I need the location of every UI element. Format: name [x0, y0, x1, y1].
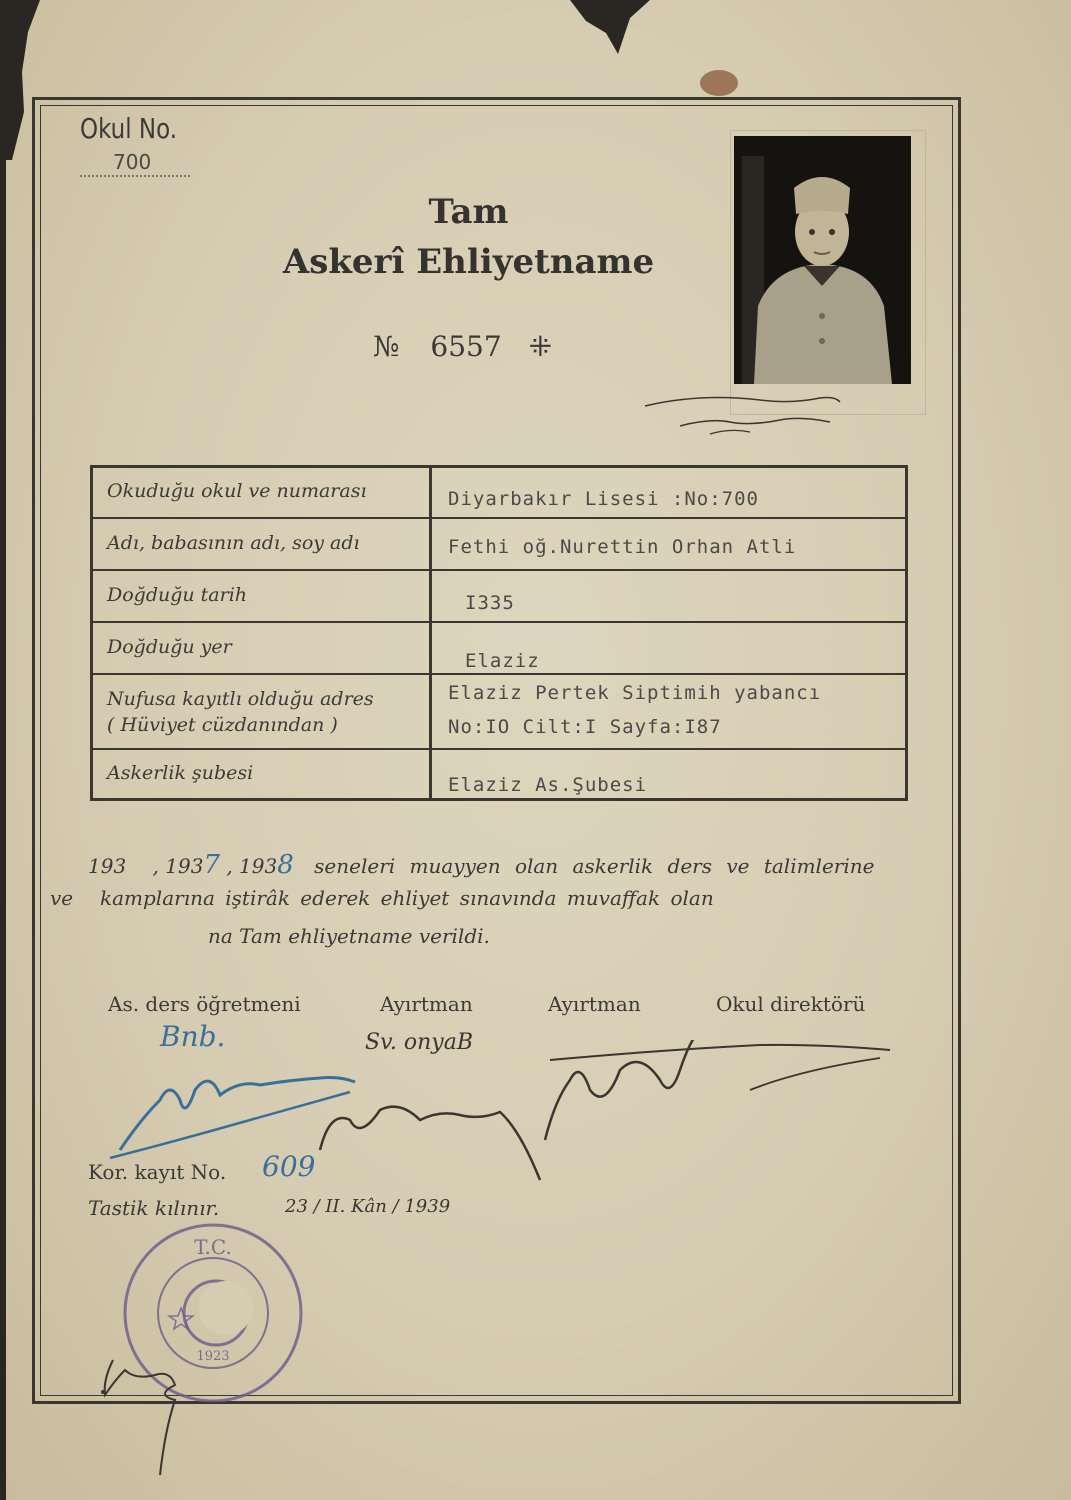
record-number-handwritten: 609 — [262, 1150, 316, 1183]
stamp-year: 1923 — [196, 1349, 230, 1364]
label-name: Adı, babasının adı, soy adı — [107, 532, 360, 554]
teacher-rank-handwritten: Bnb. — [160, 1020, 226, 1053]
portrait-image — [734, 136, 911, 384]
school-number-value: 700 — [113, 150, 152, 174]
portrait-photo — [734, 136, 911, 384]
school-number-label: Okul No. — [80, 112, 178, 145]
examiner2-label: Ayırtman — [548, 992, 641, 1016]
stamp-signature — [95, 1340, 205, 1480]
school-number-underline — [80, 175, 190, 177]
table-row-divider — [93, 517, 905, 519]
director-label: Okul direktörü — [716, 992, 866, 1016]
certificate-number — [373, 330, 552, 363]
statement-line1-rest: seneleri muayyen olan askerlik ders ve talimlerine — [314, 854, 875, 878]
stamp-top-text: T.C. — [194, 1235, 232, 1259]
approval-date-handwritten: 23 / II. Kân / 1939 — [285, 1196, 451, 1217]
label-address: Nufusa kayıtlı olduğu adres — [107, 688, 374, 710]
label-birth-place: Doğduğu yer — [107, 636, 232, 658]
year-three-handwritten: 8 — [277, 850, 294, 880]
value-birth-date: I335 — [465, 592, 515, 614]
table-row-divider — [93, 673, 905, 675]
teacher-label: As. ders öğretmeni — [108, 992, 301, 1016]
value-recruitment-office: Elaziz As.Şubesi — [448, 774, 648, 796]
label-birth-date: Doğduğu tarih — [107, 584, 248, 606]
label-address-note: ( Hüviyet cüzdanından ) — [107, 714, 338, 736]
year-one: 193 — [88, 854, 127, 878]
examiner1-handwritten: Sv. onyaB — [365, 1030, 474, 1055]
table-row-divider — [93, 621, 905, 623]
value-address: Elaziz Pertek Siptimih yabancı — [448, 682, 822, 704]
value-address-line2: No:IO Cilt:I Sayfa:I87 — [448, 716, 722, 738]
examiner1-label: Ayırtman — [380, 992, 473, 1016]
statement-line2: kamplarına iştirâk ederek ehliyet sınavında muvaffak olan — [100, 886, 714, 910]
statement-line3: na Tam ehliyetname verildi. — [208, 924, 490, 948]
document-title-line1: Tam — [428, 192, 509, 232]
year-sep-two: , 193 — [226, 854, 278, 878]
number-mark: ⁜ — [528, 330, 553, 363]
approval-label: Tastik kılınır. — [88, 1196, 220, 1220]
label-school: Okuduğu okul ve numarası — [107, 480, 367, 502]
certificate-number-value: 6557 — [430, 330, 502, 363]
number-symbol: № — [373, 330, 400, 363]
table-row-divider — [93, 569, 905, 571]
value-birth-place: Elaziz — [465, 650, 540, 672]
value-name: Fethi oğ.Nurettin Orhan Atli — [448, 536, 797, 558]
year-sep-one: , 193 — [152, 854, 204, 878]
statement-line1 — [88, 850, 874, 880]
year-two-handwritten: 7 — [203, 850, 220, 880]
personal-info-table — [90, 465, 908, 801]
document-title-line2: Askerî Ehliyetname — [282, 242, 655, 282]
table-row-divider — [93, 748, 905, 750]
value-school: Diyarbakır Lisesi :No:700 — [448, 488, 759, 510]
director-initial-signature — [640, 388, 850, 438]
label-recruitment-office: Askerlik şubesi — [107, 762, 254, 784]
record-label: Kor. kayıt No. — [88, 1160, 227, 1184]
statement-line2-prefix: ve — [50, 886, 74, 910]
paper-stain — [700, 70, 738, 96]
